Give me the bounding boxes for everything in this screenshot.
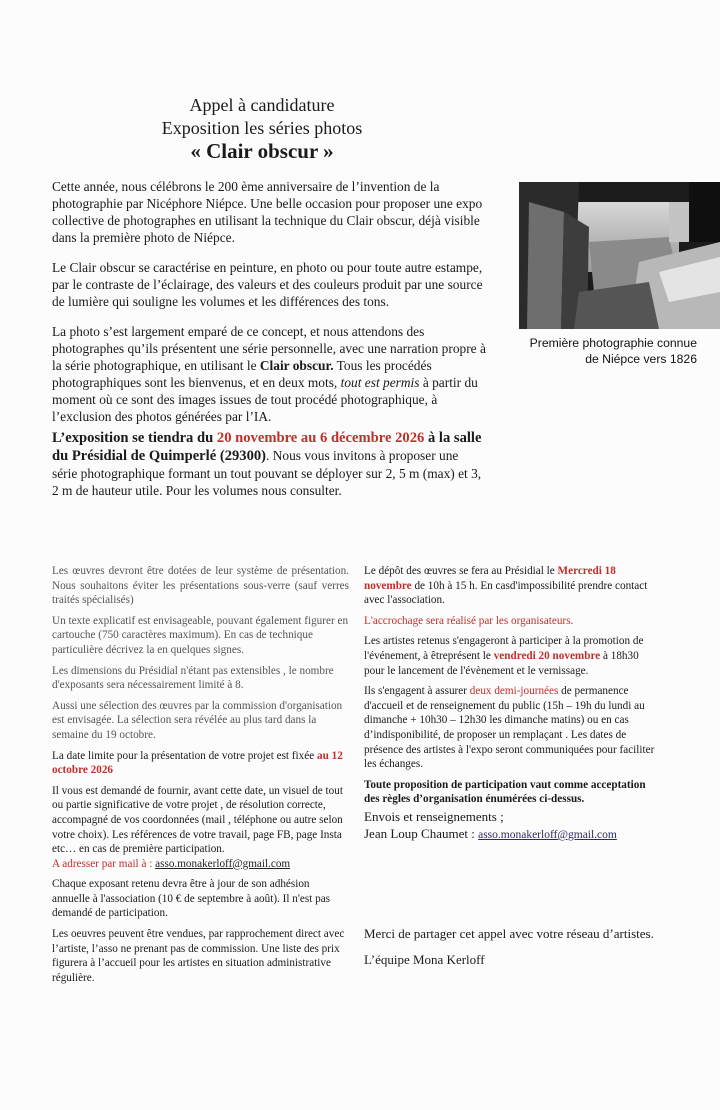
right-p3-text-c: à 18h30 pour le lancement de l'évènement et le vernissage. — [364, 649, 639, 677]
deadline-date: au 12 octobre 2026 — [52, 749, 343, 777]
title-line-1: Appel à candidature — [189, 95, 335, 115]
caption-line-1: Première photographie connue — [529, 336, 697, 350]
left-column — [52, 564, 349, 991]
intro-p3-italic: tout est permis — [340, 375, 420, 390]
mail-link[interactable]: asso.monakerloff@gmail.com — [155, 857, 291, 870]
deposit-date: Mercredi 18 novembre — [364, 565, 616, 592]
contact-section — [364, 808, 684, 844]
left-paragraph-8: Les oeuvres peuvent être vendues, par rapprochement direct avec l’artiste, l’asso ne prenant pas de commission. Une liste des prix figurera à l’accueil pour les artistes en situation administrative régulière. — [52, 928, 345, 984]
intro-p3-bold: Clair obscur. — [259, 358, 334, 373]
contact-name: Jean Loup Chaumet : — [364, 826, 479, 841]
expo-bold-b: à la salle du Présidial de Quimperlé (29300) — [52, 430, 482, 464]
right-p1-text-c: de 10h à 15 h. En casd'impossibilité prendre contact avec l'association. — [364, 579, 648, 607]
left-paragraph-7: Chaque exposant retenu devra être à jour de son adhésion annuelle à l'association (10 € de septembre à août). Il n'est pas demandé de participation. — [52, 878, 331, 920]
right-paragraph-1 — [364, 564, 661, 608]
intro-p3-text-c: Tous les procédés photographiques sont les bienvenus, et en deux mots, — [52, 358, 432, 390]
left-paragraph-deadline — [52, 749, 349, 778]
photo-caption — [506, 336, 697, 367]
intro-p3-text-a: La photo s’est largement emparé de ce concept, et nous attendons des photographes qu’ils présentent une série personnelle, avec une narration propre à la série photographique, en utilisant le — [52, 324, 486, 373]
right-p4-text-a: Ils s'engagent à assurer — [364, 685, 470, 698]
intro-section — [52, 178, 492, 438]
right-p4-text-c: de permanence d'accueil et de renseignement du public (15h – 19h du lundi au dimanche + 10h30 – 12h30 les dimanche matins) ou en cas d’indisponibilité, de proposer un remplaçant . Les dates de présence des artistes à l'expo seront communiquées pour faciliter les échanges. — [364, 685, 655, 771]
expo-bold-a: L’exposition se tiendra du — [52, 430, 217, 446]
contact-heading: Envois et renseignements ; — [364, 809, 504, 824]
permanence-highlight: deux demi-journées — [469, 685, 559, 698]
exhibition-paragraph — [52, 429, 482, 499]
intro-paragraph-3 — [52, 323, 492, 425]
left-paragraph-6 — [52, 784, 349, 872]
left-paragraph-1: Les œuvres devront être dotées de leur système de présentation. Nous souhaitons éviter les présentations sous-verre (sauf verres traités spécialisés) — [52, 565, 349, 607]
niepce-photo — [519, 182, 720, 329]
left-paragraph-4: Aussi une sélection des œuvres par la commission d'organisation est envisagée. La sélection sera révélée au plus tard dans la semaine du 19 octobre. — [52, 699, 343, 741]
deadline-text: La date limite pour la présentation de votre projet est fixée — [52, 749, 317, 762]
right-p1-text-a: Le dépôt des œuvres se fera au Présidial le — [364, 565, 558, 577]
right-p3-text-a: Les artistes retenus s'engageront à participer à la promotion de l'événement, à êtreprésent le — [364, 635, 644, 662]
intro-paragraph-2: Le Clair obscur se caractérise en peinture, en photo ou pour toute autre estampe, par le contraste de l’éclairage, des valeurs et des couleurs produit par une source de lumière qui souligne les volumes et les différences des tons. — [52, 260, 483, 309]
contact-line — [364, 825, 684, 844]
right-paragraph-4 — [364, 684, 661, 772]
intro-p3-text-e: à partir du moment où ce sont des images issues de tout procédé photographique, à l’exclusion des photos générées par l’IA. — [52, 375, 478, 424]
title-line-2: Exposition les séries photos — [161, 118, 363, 138]
right-paragraph-2: L'accrochage sera réalisé par les organisateurs. — [364, 614, 574, 627]
niepce-photo-image — [519, 182, 720, 329]
title-line-3: « Clair obscur » — [190, 139, 334, 163]
closing-thanks: Merci de partager cet appel avec votre réseau d’artistes. — [364, 926, 654, 941]
right-paragraph-5: Toute proposition de participation vaut comme acceptation des règles d’organisation énumérées ci-dessus. — [364, 778, 646, 806]
closing-signature: L’équipe Mona Kerloff — [364, 952, 485, 967]
closing-section — [364, 925, 684, 977]
left-paragraph-3: Les dimensions du Présidial n'étant pas extensibles , le nombre d'exposants sera nécessairement limité à 8. — [52, 664, 334, 692]
right-paragraph-3 — [364, 634, 661, 678]
vernissage-date: vendredi 20 novembre — [493, 649, 601, 662]
expo-rest: . Nous vous invitons à proposer une série photographique formant un tout pouvant se déployer sur 2, 5 m (max) et 3, 2 m de hauteur utile. Pour les volumes nous consulter. — [52, 448, 482, 498]
mail-label: A adresser par mail à : — [52, 857, 156, 870]
right-column — [364, 564, 661, 813]
left-paragraph-2: Un texte explicatif est envisageable, pouvant également figurer en cartouche (750 caractères maximum). En cas de technique particulière décrivez la en quelques signes. — [52, 614, 349, 656]
page-title — [0, 94, 524, 163]
expo-dates: 20 novembre au 6 décembre 2026 — [216, 430, 425, 446]
left-p6-text: Il vous est demandé de fournir, avant cette date, un visuel de tout ou partie significative de votre projet , de résolution correcte, accompagné de vos coordonnées (mail , téléphone ou autre selon votre choix). Les références de votre travail, page FB, page Insta etc… en cas de première participation. — [52, 784, 343, 856]
intro-paragraph-1: Cette année, nous célébrons le 200 ème anniversaire de l’invention de la photographie par Nicéphore Niépce. Une belle occasion pour proposer une expo collective de photographes en utilisant la technique du Clair obscur, déjà visible dans la première photo de Niépce. — [52, 179, 483, 245]
contact-mail-link[interactable]: asso.monakerloff@gmail.com — [478, 829, 617, 841]
caption-line-2: de Niépce vers 1826 — [585, 351, 697, 366]
